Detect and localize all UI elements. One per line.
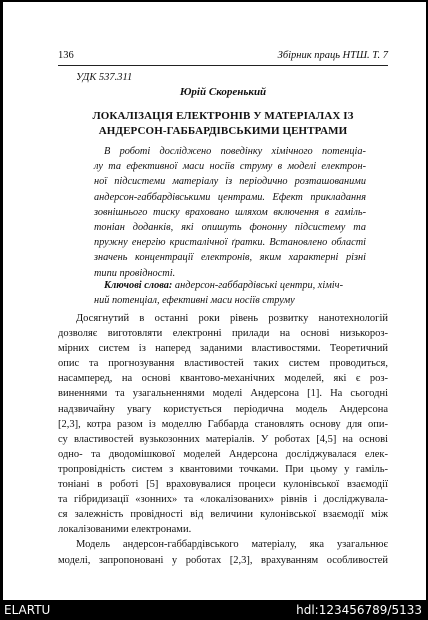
body-line: виненнями та узагальненнями моделі Андерсона [1]. На сьогодні — [58, 388, 388, 400]
abstract-line: пружну енергію кристалічної ґратки. Встановлено області — [94, 237, 366, 249]
title-line: АНДЕРСОН-ГАББАРДІВСЬКИМИ ЦЕНТРАМИ — [98, 125, 348, 137]
body-line: та гібридизації «зонних» та «локалізованих» рівнів і досліджувала- — [58, 494, 388, 506]
body-line: моделі, запропоновані у роботах [2,3], врахуванням особливостей — [58, 554, 388, 566]
body-line: дозволяє виготовляти електронні прилади на основі низькороз- — [58, 328, 388, 340]
body-line: су властивостей вузькозонних матеріалів. У роботах [4,5] на основі — [58, 433, 388, 445]
body-text — [58, 311, 388, 568]
body-line: Досягнутий в останні роки рівень розвитку нанотехнологій — [76, 313, 388, 324]
body-line: тоніані в роботі [5] враховувалися процеси кулонівської взаємодії — [58, 479, 388, 491]
keywords — [94, 278, 366, 308]
abstract-line: типи провідності. — [94, 267, 176, 279]
abstract-line: зовнішнього тиску враховано шляхом включення в гаміль- — [94, 206, 366, 218]
body-line: одно- та дводомішкової моделей Андерсона досліджувалася елек- — [58, 448, 388, 460]
journal-title: Збірник праць НТШ. Т. 7 — [277, 50, 388, 61]
author-name: Юрій Скоренький — [179, 86, 267, 98]
keywords-label: Ключові слова: — [104, 280, 173, 291]
abstract-line: андерсон-габбардівськими центрами. Ефект прикладання — [94, 191, 366, 203]
keywords-line — [94, 278, 366, 293]
abstract — [94, 144, 366, 281]
body-line: ся залежність провідності від величини кулонівської взаємодії між — [58, 509, 388, 521]
body-line: Модель андерсон-габбардівського матеріалу, яка узагальнює — [76, 539, 388, 551]
abstract-line: В роботі досліджено поведінку хімічного потенціа- — [104, 146, 366, 157]
article-title — [58, 109, 388, 139]
header-rule — [58, 65, 388, 66]
title-line: ЛОКАЛІЗАЦІЯ ЕЛЕКТРОНІВ У МАТЕРІАЛАХ ІЗ — [92, 110, 354, 122]
repository-brand: ELARTU — [4, 603, 51, 617]
abstract-line: значень концентрації електронів, яким характерні різні — [94, 252, 366, 264]
abstract-line: ної підсистеми матеріалу із періодично розташованими — [94, 176, 366, 188]
body-line: мірних систем із наперед заданими властивостями. Теоретичний — [58, 343, 388, 355]
document-handle: hdl:123456789/5133 — [296, 603, 422, 617]
viewer-footer-bar — [0, 600, 428, 620]
body-line: надзвичайну увагу користується періодична модель Андерсона — [58, 403, 388, 415]
keywords-text: андерсон-габбардівські центри, хіміч- — [172, 280, 344, 291]
udc-code: УДК 537.311 — [76, 72, 133, 83]
body-line: опис та прогнозування властивостей таких систем проводиться, — [58, 358, 388, 370]
body-line: тропровідність систем з квантовими точками. При цьому у гаміль- — [58, 463, 388, 475]
body-line: локалізованими електронами. — [58, 524, 192, 536]
abstract-line: тоніан доданків, які опишуть фононну підсистему та — [94, 222, 366, 234]
keywords-line: ний потенціал, ефективні маси носіїв струму — [94, 295, 295, 307]
body-line: [2,3], котра разом із моделлю Габбарда становлять основу для опи- — [58, 418, 388, 430]
body-line: насамперед, на основі квантово-механічних моделей, які є роз- — [58, 373, 388, 385]
page-number: 136 — [58, 50, 74, 61]
page-border-left — [0, 0, 3, 600]
abstract-line: лу та ефективної маси носіїв струму в моделі електрон- — [94, 161, 366, 173]
page-border-top — [0, 0, 428, 2]
